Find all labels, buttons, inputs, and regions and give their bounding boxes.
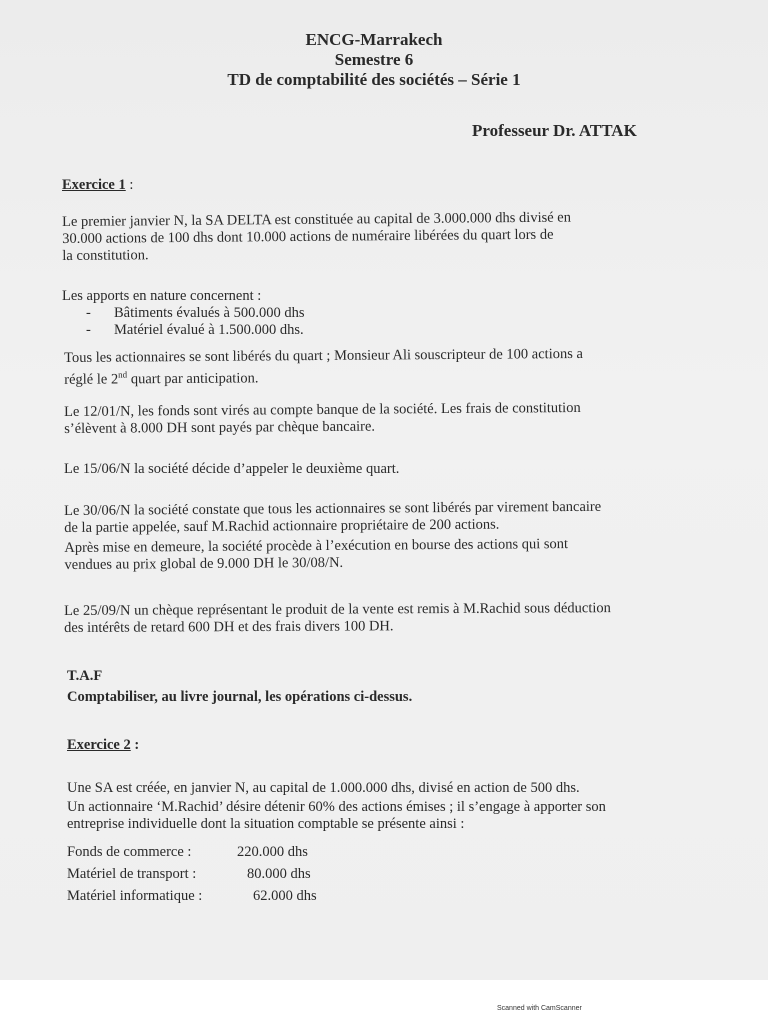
asset-row	[67, 888, 317, 905]
exercise-2-colon: :	[130, 737, 140, 753]
taf-text: Comptabiliser, au livre journal, les opérations ci-dessus.	[67, 689, 413, 705]
list-item: - Matériel évalué à 1.500.000 dhs.	[86, 322, 304, 338]
asset-label: Matériel de transport :	[67, 866, 197, 882]
school-name: ENCG-Marrakech	[305, 30, 443, 49]
text-line: Le premier janvier N, la SA DELTA est constituée au capital de 3.000.000 dhs divisé en	[62, 209, 572, 230]
exercise-1-paragraph-6	[64, 498, 669, 574]
text-line: Une SA est créée, en janvier N, au capital de 1.000.000 dhs, divisé en action de 500 dhs.	[67, 780, 580, 796]
semester: Semestre 6	[334, 50, 414, 69]
text-line: s’élèvent à 8.000 DH sont payés par chèque bancaire.	[64, 418, 376, 437]
text-line: Les apports en nature concernent :	[62, 288, 262, 304]
exercise-1-title: Exercice 1	[62, 177, 126, 193]
text-line: Le 12/01/N, les fonds sont virés au compte banque de la société. Les frais de constitution	[64, 399, 581, 420]
asset-value: 80.000 dhs	[247, 866, 311, 882]
document-title: TD de comptabilité des sociétés – Série 1	[227, 70, 521, 89]
professor-name: Professeur Dr. ATTAK	[472, 121, 637, 140]
scanner-watermark: Scanned with CamScanner	[497, 1005, 582, 1012]
exercise-1-paragraph-7	[64, 600, 672, 637]
text-line: entreprise individuelle dont la situation comptable se présente ainsi :	[67, 816, 465, 832]
exercise-2-heading	[67, 737, 139, 754]
exercise-2-title: Exercice 2	[67, 737, 131, 753]
text-line: vendues au prix global de 9.000 DH le 30/08/N.	[64, 554, 344, 573]
exercise-1-heading	[62, 177, 133, 194]
text-line: de la partie appelée, sauf M.Rachid actionnaire propriétaire de 200 actions.	[64, 516, 500, 536]
asset-label: Matériel informatique :	[67, 888, 203, 904]
exercise-1-paragraph-4	[64, 399, 662, 438]
list-item: - Bâtiments évalués à 500.000 dhs	[86, 305, 305, 321]
text-line: Un actionnaire ‘M.Rachid’ désire détenir 60% des actions émises ; il s’engage à apporter son	[67, 799, 606, 815]
taf-label: T.A.F	[67, 668, 103, 684]
exercise-1-paragraph-3	[64, 345, 662, 389]
text-line: réglé le 2nd quart par anticipation.	[64, 369, 259, 388]
exercise-1-paragraph-5: Le 15/06/N la société décide d’appeler le deuxième quart.	[64, 461, 400, 477]
exercise-1-colon: :	[125, 177, 134, 193]
exercise-1-paragraph-1	[62, 209, 660, 265]
text-line: Le 25/09/N un chèque représentant le produit de la vente est remis à M.Rachid sous déduction	[64, 600, 611, 619]
asset-value: 220.000 dhs	[237, 844, 308, 860]
exercise-1-paragraph-2	[62, 288, 304, 339]
asset-value: 62.000 dhs	[253, 888, 317, 904]
asset-row	[67, 866, 311, 883]
text-line: des intérêts de retard 600 DH et des frais divers 100 DH.	[64, 618, 394, 636]
text-line: Après mise en demeure, la société procède à l’exécution en bourse des actions qui sont	[64, 536, 569, 556]
text-line: la constitution.	[62, 247, 149, 264]
text-line: 30.000 actions de 100 dhs dont 10.000 actions de numéraire libérées du quart lors de	[62, 226, 554, 247]
text-line: Le 30/06/N la société constate que tous les actionnaires se sont libérés par virement bancaire	[64, 498, 602, 519]
exercise-2-paragraph-1	[67, 780, 606, 833]
asset-label: Fonds de commerce :	[67, 844, 192, 860]
text-line: Tous les actionnaires se sont libérés du quart ; Monsieur Ali souscripteur de 100 actions a	[64, 345, 583, 366]
asset-row	[67, 844, 308, 861]
